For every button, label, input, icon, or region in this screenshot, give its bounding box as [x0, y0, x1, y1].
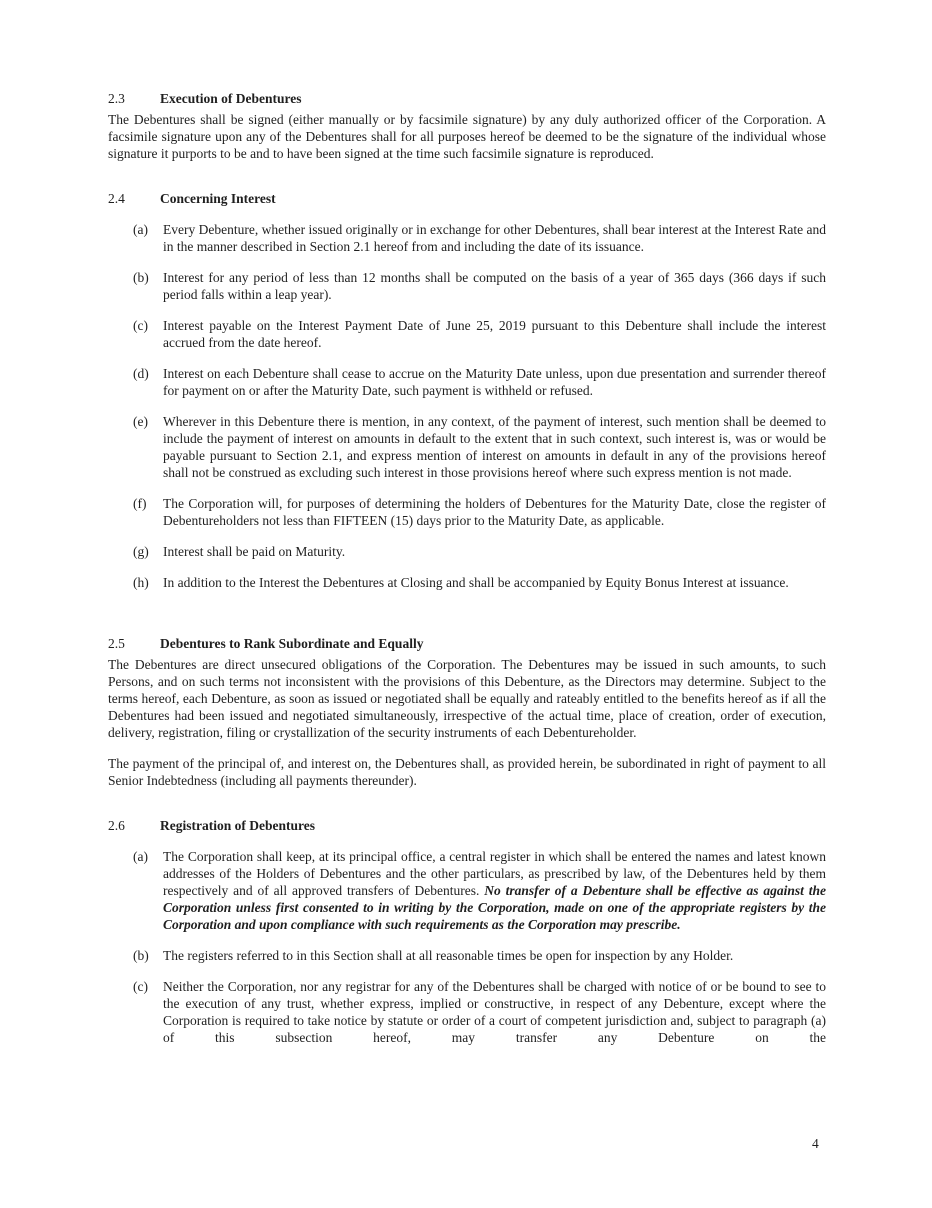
lettered-list [108, 221, 826, 591]
section-title: Concerning Interest [160, 191, 276, 206]
list-item-label: (b) [133, 270, 149, 285]
list-item [108, 978, 826, 1046]
list-item [108, 317, 826, 351]
list-item-text: Interest on each Debenture shall cease to accrue on the Maturity Date unless, upon due presentation and surrender thereof for payment on or after the Maturity Date, such payment is withheld or refused. [163, 366, 826, 398]
list-item [108, 543, 826, 560]
list-item-label: (a) [133, 849, 148, 864]
section-title: Registration of Debentures [160, 818, 315, 833]
list-item [108, 413, 826, 481]
section-heading [108, 190, 826, 207]
list-item-label: (f) [133, 496, 147, 511]
section-heading [108, 817, 826, 834]
list-item [108, 365, 826, 399]
section-paragraph: The payment of the principal of, and interest on, the Debentures shall, as provided herein, be subordinated in right of payment to all Senior Indebtedness (including all payments thereunder). [108, 756, 826, 788]
list-item [108, 947, 826, 964]
list-item-label: (a) [133, 222, 148, 237]
section-number: 2.6 [108, 818, 125, 833]
lettered-list [108, 848, 826, 1046]
list-item [108, 848, 826, 933]
list-item-text: The registers referred to in this Section shall at all reasonable times be open for inspection by any Holder. [163, 948, 734, 963]
list-item-label: (h) [133, 575, 149, 590]
list-item-text: Wherever in this Debenture there is mention, in any context, of the payment of interest, such mention shall be deemed to include the payment of interest on amounts in default to the extent that in such context, such interest is, was or would be payable pursuant to Section 2.1, and express mention of interest on amounts in default in any of the provisions hereof shall not be construed as excluding such interest in those provisions hereof where such express mention is not made. [163, 414, 826, 480]
list-item [108, 574, 826, 591]
list-item [108, 495, 826, 529]
document-body [108, 90, 826, 1046]
list-item-label: (c) [133, 318, 148, 333]
page-number: 4 [812, 1136, 819, 1151]
section-number: 2.4 [108, 191, 125, 206]
section-number: 2.5 [108, 636, 125, 651]
section-heading [108, 90, 826, 107]
section-number: 2.3 [108, 91, 125, 106]
list-item-text [163, 848, 826, 933]
list-item-text: Interest payable on the Interest Payment Date of June 25, 2019 pursuant to this Debenture shall include the interest accrued from the date hereof. [163, 318, 826, 350]
section-2-3 [108, 90, 826, 162]
list-item-text: In addition to the Interest the Debentures at Closing and shall be accompanied by Equity Bonus Interest at issuance. [163, 575, 789, 590]
section-paragraph: The Debentures are direct unsecured obligations of the Corporation. The Debentures may be issued in such amounts, to such Persons, and on such terms not inconsistent with the provisions of this Debenture, as the Directors may determine. Subject to the terms hereof, each Debenture, as soon as issued or negotiated shall be equally and rateably entitled to the benefits hereof as if all the Debentures had been issued and negotiated simultaneously, irrespective of the actual time, place of creation, order of execution, delivery, registration, filing or crystallization of the security instruments of each Debentureholder. [108, 657, 826, 740]
list-item-text: The Corporation will, for purposes of determining the holders of Debentures for the Maturity Date, close the register of Debentureholders not less than FIFTEEN (15) days prior to the Maturity Date, as applicable. [163, 496, 826, 528]
list-item-label: (b) [133, 948, 149, 963]
section-2-4 [108, 190, 826, 591]
section-2-5 [108, 635, 826, 789]
list-item-text: Neither the Corporation, nor any registrar for any of the Debentures shall be charged with notice of or be bound to see to the execution of any trust, whether express, implied or constructive, in respect of any Debenture, except where the Corporation is required to take notice by statute or order of a court of competent jurisdiction and, subject to paragraph (a) of this subsection hereof, may transfer any Debenture on the [163, 979, 826, 1045]
list-item-label: (e) [133, 414, 148, 429]
list-item-text: Every Debenture, whether issued originally or in exchange for other Debentures, shall bear interest at the Interest Rate and in the manner described in Section 2.1 hereof from and including the date of its issuance. [163, 222, 826, 254]
section-2-6 [108, 817, 826, 1046]
list-item-text-plain: The Corporation shall keep, at its principal office, a central register in which shall be entered the names and latest known addresses of the Holders of Debentures and the other particulars, as prescribed by law, of the Debentures held by them respectively and of all approved transfers of Debentures. [163, 849, 826, 898]
section-heading [108, 635, 826, 652]
section-title: Execution of Debentures [160, 91, 302, 106]
list-item-text: Interest shall be paid on Maturity. [163, 544, 346, 559]
list-item [108, 269, 826, 303]
list-item [108, 221, 826, 255]
list-item-label: (g) [133, 544, 149, 559]
section-paragraph: The Debentures shall be signed (either manually or by facsimile signature) by any duly authorized officer of the Corporation. A facsimile signature upon any of the Debentures shall for all purposes hereof be deemed to be the signature of the individual whose signature it purports to be and to have been signed at the time such facsimile signature is reproduced. [108, 112, 826, 161]
emphasized-clause: No transfer of a Debenture shall be effective as against the Corporation unless first consented to in writing by the Corporation, made on one of the appropriate registers by the Corporation and upon compliance with such requirements as the Corporation may prescribe. [163, 883, 826, 932]
section-title: Debentures to Rank Subordinate and Equally [160, 636, 424, 651]
list-item-text: Interest for any period of less than 12 months shall be computed on the basis of a year of 365 days (366 days if such period falls within a leap year). [163, 270, 826, 302]
list-item-label: (d) [133, 366, 149, 381]
list-item-label: (c) [133, 979, 148, 994]
